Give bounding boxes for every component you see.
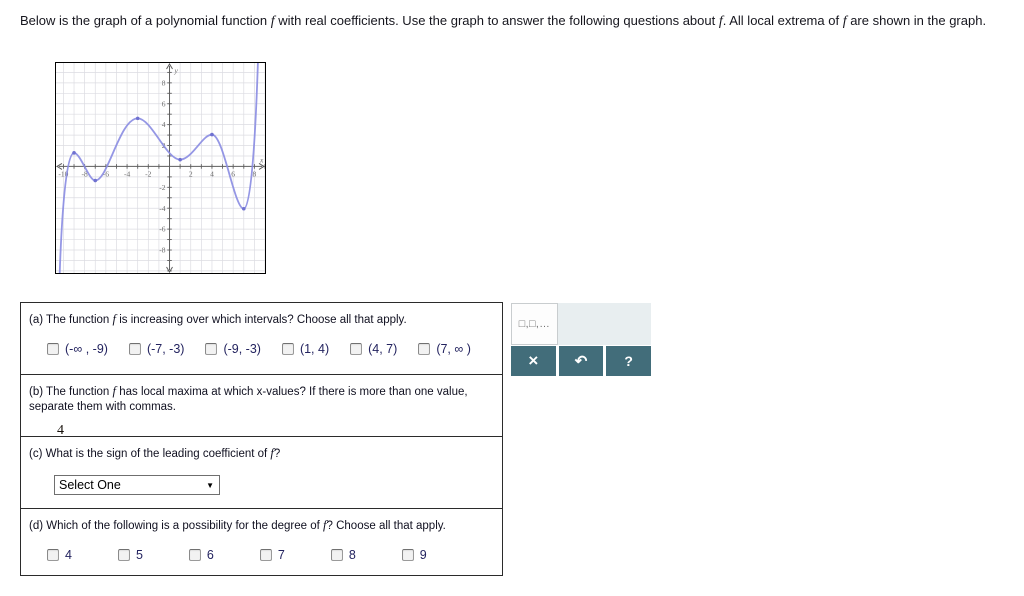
degree-option[interactable]	[189, 548, 214, 562]
question-a-label: (a) The function f is increasing over which intervals? Choose all that apply.	[29, 312, 407, 326]
degree-option[interactable]	[47, 548, 72, 562]
question-b-label: (b) The function f has local maxima at which x-values? If there is more than one value, separate them with commas.	[29, 384, 468, 413]
question-mark-icon: ?	[624, 353, 633, 369]
degree-option-label: 6	[206, 548, 214, 562]
svg-text:6: 6	[161, 99, 166, 109]
help-button[interactable]	[606, 346, 651, 376]
question-a-options	[47, 342, 494, 356]
svg-text:-4: -4	[159, 203, 166, 213]
interval-option-label: (-∞ , -9)	[65, 342, 108, 356]
select-value: Select One	[59, 478, 121, 492]
degree-option[interactable]	[118, 548, 143, 562]
svg-text:6: 6	[231, 169, 236, 179]
intro-text: Below is the graph of a polynomial function f with real coefficients. Use the graph to answer the following questions about f. All local extrema of f are shown in the graph.	[20, 13, 987, 29]
comma-list-template-button[interactable]: □,□,…	[511, 303, 558, 345]
svg-text:8: 8	[161, 78, 166, 88]
svg-text:8: 8	[252, 169, 257, 179]
interval-option[interactable]	[350, 342, 397, 356]
svg-text:-4: -4	[123, 169, 131, 179]
clear-button[interactable]	[511, 346, 556, 376]
checkbox-icon[interactable]	[118, 549, 130, 561]
degree-option-label: 8	[348, 548, 356, 562]
checkbox-icon[interactable]	[418, 343, 430, 355]
interval-option[interactable]	[282, 342, 329, 356]
interval-option-label: (1, 4)	[299, 342, 330, 356]
interval-option[interactable]	[129, 342, 185, 356]
svg-text:-2: -2	[159, 182, 166, 192]
svg-text:2: 2	[188, 169, 193, 179]
checkbox-icon[interactable]	[47, 343, 59, 355]
svg-text:2: 2	[161, 141, 166, 151]
question-a	[21, 303, 502, 375]
question-c	[21, 437, 502, 509]
question-d-label: (d) Which of the following is a possibility for the degree of f? Choose all that apply.	[29, 518, 446, 532]
interval-option-label: (7, ∞ )	[436, 342, 471, 356]
clear-x-icon: ×	[528, 351, 539, 370]
checkbox-icon[interactable]	[189, 549, 201, 561]
interval-option[interactable]	[47, 342, 108, 356]
question-b	[21, 375, 502, 437]
degree-option-label: 5	[135, 548, 143, 562]
checkbox-icon[interactable]	[260, 549, 272, 561]
sign-select-dropdown[interactable]	[54, 475, 220, 495]
interval-option[interactable]	[418, 342, 471, 356]
checkbox-icon[interactable]	[282, 343, 294, 355]
answer-field-b[interactable]: 4	[57, 423, 64, 438]
svg-text:4: 4	[210, 169, 214, 179]
degree-option[interactable]	[402, 548, 427, 562]
interval-option-label: (-9, -3)	[223, 342, 261, 356]
undo-button[interactable]	[559, 346, 604, 376]
degree-option[interactable]	[260, 548, 285, 562]
question-d	[21, 509, 502, 575]
checkbox-icon[interactable]	[129, 343, 141, 355]
svg-text:-8: -8	[81, 169, 88, 179]
checkbox-icon[interactable]	[331, 549, 343, 561]
checkbox-icon[interactable]	[47, 549, 59, 561]
degree-option[interactable]	[331, 548, 356, 562]
degree-option-label: 7	[277, 548, 285, 562]
palette-top-row	[511, 303, 651, 345]
svg-text:y: y	[174, 66, 178, 75]
svg-text:4: 4	[161, 120, 166, 130]
svg-text:-6: -6	[102, 169, 109, 179]
svg-text:-6: -6	[159, 224, 166, 234]
interval-option-label: (-7, -3)	[146, 342, 185, 356]
answer-tool-palette	[511, 303, 651, 376]
question-d-options	[47, 548, 494, 562]
undo-arrow-icon: ↶	[574, 353, 588, 370]
question-c-label: (c) What is the sign of the leading coefficient of f?	[29, 446, 281, 460]
interval-option-label: (4, 7)	[368, 342, 398, 356]
palette-bottom-row	[511, 346, 651, 376]
polynomial-graph	[55, 62, 266, 274]
svg-text:-10: -10	[58, 169, 69, 179]
question-panel	[20, 302, 503, 576]
svg-text:-8: -8	[159, 245, 166, 255]
graph-svg	[56, 63, 265, 273]
degree-option-label: 9	[419, 548, 427, 562]
chevron-down-icon: ▼	[206, 480, 214, 490]
svg-text:-2: -2	[145, 169, 152, 179]
checkbox-icon[interactable]	[350, 343, 362, 355]
interval-option[interactable]	[205, 342, 261, 356]
checkbox-icon[interactable]	[402, 549, 414, 561]
degree-option-label: 4	[65, 548, 72, 562]
svg-text:x: x	[260, 155, 264, 165]
checkbox-icon[interactable]	[205, 343, 217, 355]
